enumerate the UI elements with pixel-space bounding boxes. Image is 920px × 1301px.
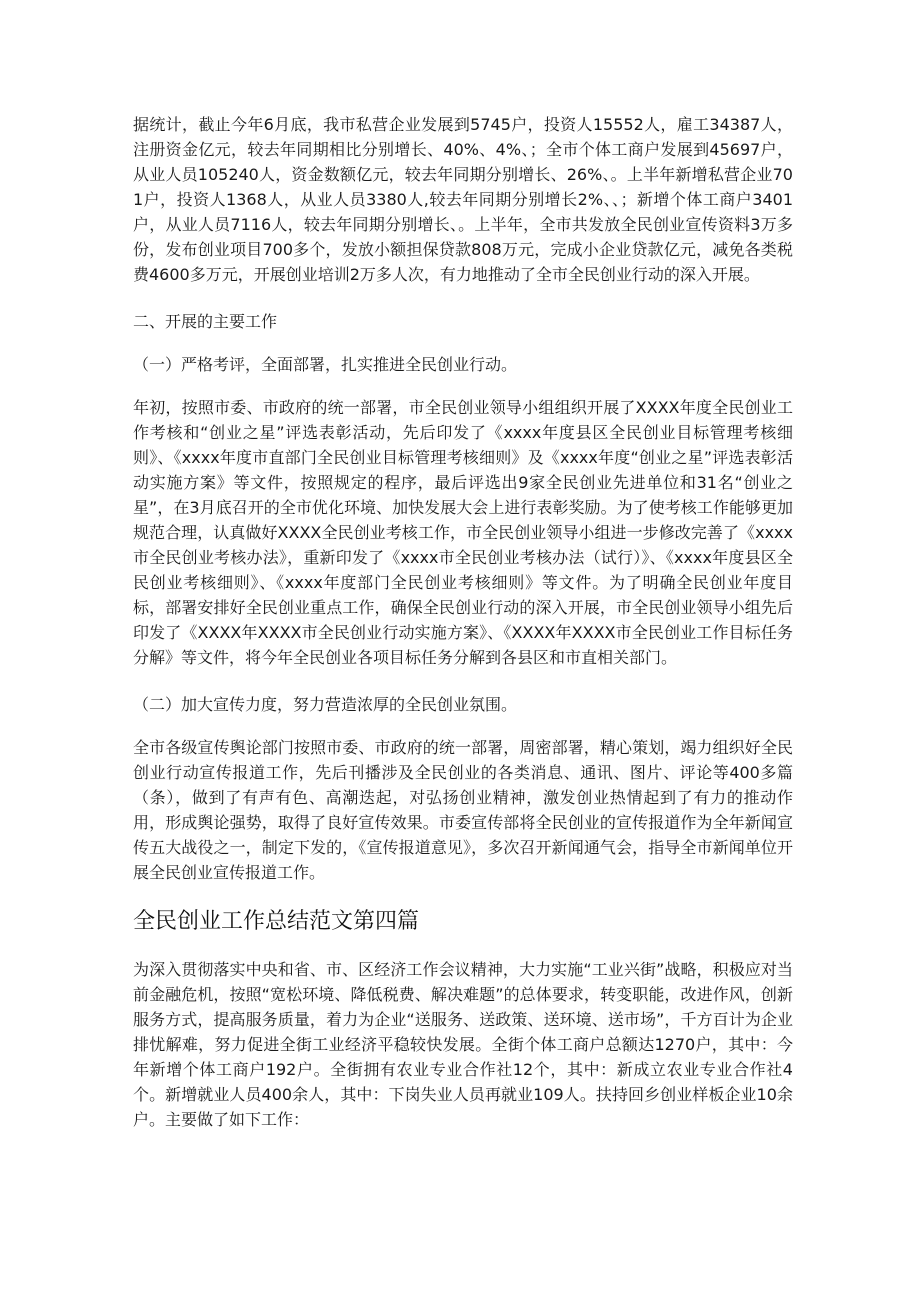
section-heading: 二、开展的主要工作 [133,312,278,331]
sub-heading-1: （一）严格考评，全面部署，扎实推进全民创业行动。 [133,355,518,374]
document-page [133,112,793,1132]
sub-heading-2: （二）加大宣传力度，努力营造浓厚的全民创业氛围。 [133,695,518,714]
body-paragraph-1: 年初，按照市委、市政府的统一部署，市全民创业领导小组组织开展了XXXX年度全民创业工作考核和“创业之星”评选表彰活动，先后印发了《xxxx年度县区全民创业目标管理考核细则》、《xxxx年度市直部门全民创业目标管理考核细则》及《xxxx年度“创业之星”评选表彰活动实施方案》等文件，按照规定的程序，最后评选出9家全民创业先进单位和31名“创业之星”，在3月底召开的全市优化环境、加快发展大会上进行表彰奖励。为了使考核工作能够更加规范合理，认真做好XXXX全民创业考核工作，市全民创业领导小组进一步修改完善了《xxxx市全民创业考核办法》，重新印发了《xxxx市全民创业考核办法（试行）》、《xxxx年度县区全民创业考核细则》、《xxxx年度部门全民创业考核细则》等文件。为了明确全民创业年度目标，部署安排好全民创业重点工作，确保全民创业行动的深入开展，市全民创业领导小组先后印发了《XXXX年XXXX市全民创业行动实施方案》、《XXXX年XXXX市全民创业工作目标任务分解》等文件，将今年全民创业各项目标任务分解到各县区和市直相关部门。 [133,398,793,667]
body-paragraph-2: 全市各级宣传舆论部门按照市委、市政府的统一部署，周密部署，精心策划，竭力组织好全民创业行动宣传报道工作，先后刊播涉及全民创业的各类消息、通讯、图片、评论等400多篇（条），做到了有声有色、高潮迭起，对弘扬创业精神，激发创业热情起到了有力的推动作用，形成舆论强势，取得了良好宣传效果。市委宣传部将全民创业的宣传报道作为全年新闻宣传五大战役之一，制定下发的，《宣传报道意见》，多次召开新闻通气会，指导全市新闻单位开展全民创业宣传报道工作。 [133,738,793,882]
body-paragraph-3: 为深入贯彻落实中央和省、市、区经济工作会议精神，大力实施“工业兴街”战略，积极应对当前金融危机，按照“宽松环境、降低税费、解决难题”的总体要求，转变职能，改进作风，创新服务方式，提高服务质量，着力为企业“送服务、送政策、送环境、送市场”，千方百计为企业排忧解难，努力促进全街工业经济平稳较快发展。全街个体工商户总额达1270户，其中：今年新增个体工商户192户。全街拥有农业专业合作社12个，其中：新成立农业专业合作社4个。新增就业人员400余人，其中：下岗失业人员再就业109人。扶持回乡创业样板企业10余户。主要做了如下工作： [133,960,793,1129]
intro-paragraph: 据统计，截止今年6月底，我市私营企业发展到5745户，投资人15552人，雇工34387人，注册资金亿元，较去年同期相比分别增长、40%、4%、；全市个体工商户发展到45697户，从业人员105240人，资金数额亿元，较去年同期分别增长、26%、。上半年新增私营企业701户，投资人1368人，从业人员3380人,较去年同期分别增长2%、、；新增个体工商户3401户，从业人员7116人，较去年同期分别增长、。上半年，全市共发放全民创业宣传资料3万多份，发布创业项目700多个，发放小额担保贷款808万元，完成小企业贷款亿元，减免各类税费4600多万元，开展创业培训2万多人次，有力地推动了全市全民创业行动的深入开展。 [133,115,793,284]
article-title: 全民创业工作总结范文第四篇 [133,909,420,934]
